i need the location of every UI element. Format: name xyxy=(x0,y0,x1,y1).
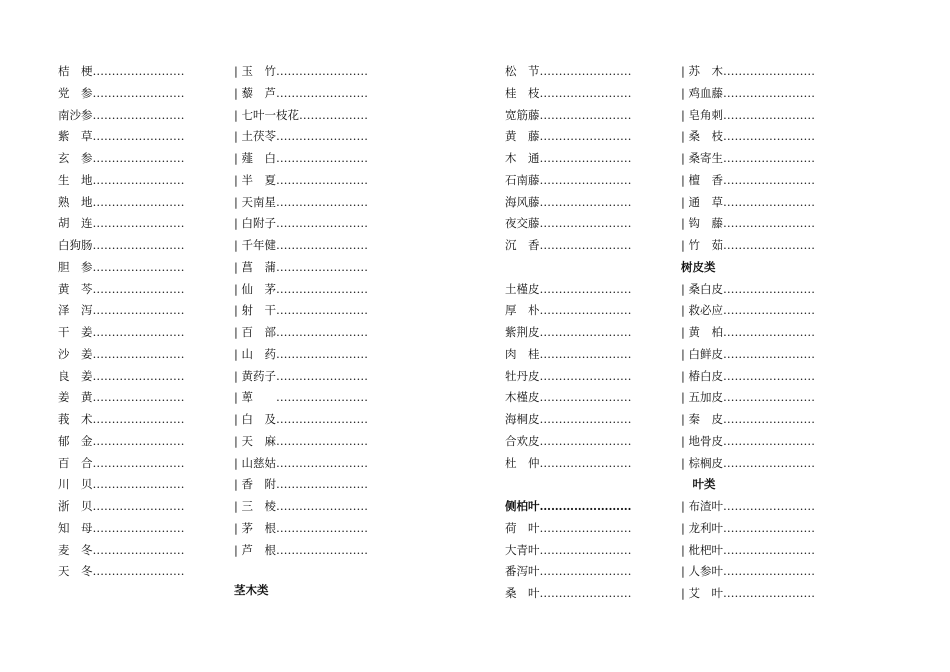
index-entry: | 桑 枝…………………… xyxy=(681,129,816,144)
index-entry: 厚 朴…………………… xyxy=(505,303,632,318)
index-entry: 海风藤…………………… xyxy=(505,194,632,209)
index-entry: 海桐皮…………………… xyxy=(505,412,632,426)
index-entry: 沉 香…………………… xyxy=(505,238,632,252)
index-entry: | 仙 茅…………………… xyxy=(234,281,369,296)
index-entry: 紫 草…………………… xyxy=(58,129,185,144)
index-entry: | 芦 根…………………… xyxy=(234,542,369,557)
index-entry: 桑 叶…………………… xyxy=(505,586,632,600)
index-entry: | 天南星…………………… xyxy=(234,194,369,209)
section-heading: 树皮类 xyxy=(681,259,716,274)
index-entry: 知 母…………………… xyxy=(58,520,185,535)
index-entry: 黄 芩…………………… xyxy=(58,281,185,296)
index-entry: | 棕榈皮…………………… xyxy=(681,455,816,470)
index-entry: | 椿白皮…………………… xyxy=(681,368,816,383)
index-entry: 良 姜…………………… xyxy=(58,368,185,383)
index-entry: 生 地…………………… xyxy=(58,172,185,187)
index-entry: 宽筋藤…………………… xyxy=(505,107,632,122)
index-entry: 莪 术…………………… xyxy=(58,412,185,426)
section-heading: 叶类 xyxy=(681,477,716,492)
index-entry: 番泻叶…………………… xyxy=(505,564,632,579)
index-entry: | 竹 茹…………………… xyxy=(681,238,816,252)
column-3 xyxy=(505,61,632,605)
index-entry: | 枇杷叶…………………… xyxy=(681,542,816,557)
index-entry: 熟 地…………………… xyxy=(58,194,185,209)
index-entry: 夜交藤…………………… xyxy=(505,216,632,231)
index-entry: | 山 药…………………… xyxy=(234,346,369,361)
index-entry: | 人参叶…………………… xyxy=(681,564,816,579)
index-entry: | 地骨皮…………………… xyxy=(681,433,816,448)
index-entry: | 山慈姑…………………… xyxy=(234,455,369,470)
index-entry: 郁 金…………………… xyxy=(58,433,185,448)
index-entry: | 黄 柏…………………… xyxy=(681,325,816,339)
index-entry: 浙 贝…………………… xyxy=(58,499,185,513)
index-entry: 石南藤…………………… xyxy=(505,172,632,187)
index-entry: 侧柏叶…………………… xyxy=(505,499,632,513)
index-entry: 合欢皮…………………… xyxy=(505,433,632,448)
index-entry: 松 节…………………… xyxy=(505,64,632,78)
index-entry: 沙 姜…………………… xyxy=(58,346,185,361)
index-entry: | 艾 叶…………………… xyxy=(681,586,816,600)
index-entry: | 茅 根…………………… xyxy=(234,520,369,535)
index-entry: | 香 附…………………… xyxy=(234,477,369,492)
index-entry: 紫荆皮…………………… xyxy=(505,325,632,339)
index-entry: 川 贝…………………… xyxy=(58,477,185,492)
index-entry: 党 参…………………… xyxy=(58,85,185,100)
index-entry: | 千年健…………………… xyxy=(234,238,369,252)
index-entry: 泽 泻…………………… xyxy=(58,303,185,318)
index-entry: 土槿皮…………………… xyxy=(505,281,632,296)
section-heading-stem-wood: 茎木类 xyxy=(234,583,269,597)
index-entry: | 钩 藤…………………… xyxy=(681,216,816,231)
column-2 xyxy=(234,61,368,561)
blank-line xyxy=(505,257,632,279)
index-entry: | 救必应…………………… xyxy=(681,303,816,318)
index-entry: | 龙利叶…………………… xyxy=(681,520,816,535)
index-entry: | 苏 木…………………… xyxy=(681,64,816,78)
index-entry: | 萆 …………………… xyxy=(234,390,369,405)
blank-line xyxy=(505,474,632,496)
index-entry: | 藜 芦…………………… xyxy=(234,85,369,100)
index-entry: | 通 草…………………… xyxy=(681,194,816,209)
index-entry: 姜 黄…………………… xyxy=(58,390,185,405)
index-entry: | 桑寄生…………………… xyxy=(681,151,816,165)
index-entry: | 檀 香…………………… xyxy=(681,172,816,187)
index-entry: | 皂角刺…………………… xyxy=(681,107,816,122)
index-entry: | 布渣叶…………………… xyxy=(681,499,816,513)
index-entry: 南沙参…………………… xyxy=(58,107,185,122)
index-entry: 大青叶…………………… xyxy=(505,542,632,557)
index-entry: 杜 仲…………………… xyxy=(505,455,632,470)
index-entry: | 七叶一枝花……………… xyxy=(234,107,369,122)
index-entry: | 菖 蒲…………………… xyxy=(234,259,369,274)
index-entry: | 白鲜皮…………………… xyxy=(681,346,816,361)
index-entry: | 白附子…………………… xyxy=(234,216,369,231)
column-4 xyxy=(681,61,815,605)
index-entry: | 天 麻…………………… xyxy=(234,433,369,448)
index-entry: | 桑白皮…………………… xyxy=(681,281,816,296)
index-entry: | 百 部…………………… xyxy=(234,325,369,339)
index-entry: | 半 夏…………………… xyxy=(234,172,369,187)
index-entry: 荷 叶…………………… xyxy=(505,520,632,535)
index-entry: 干 姜…………………… xyxy=(58,325,185,339)
index-entry: | 玉 竹…………………… xyxy=(234,64,369,78)
index-entry: 胡 连…………………… xyxy=(58,216,185,231)
index-entry: 木 通…………………… xyxy=(505,151,632,165)
index-entry: | 秦 皮…………………… xyxy=(681,412,816,426)
index-entry: 胆 参…………………… xyxy=(58,259,185,274)
index-entry: | 黄药子…………………… xyxy=(234,368,369,383)
index-entry: | 五加皮…………………… xyxy=(681,390,816,405)
index-entry: 天 冬…………………… xyxy=(58,564,185,579)
index-entry: | 鸡血藤…………………… xyxy=(681,85,816,100)
index-entry: | 射 干…………………… xyxy=(234,303,369,318)
index-entry: 百 合…………………… xyxy=(58,455,185,470)
index-entry: 玄 参…………………… xyxy=(58,151,185,165)
index-entry: | 薤 白…………………… xyxy=(234,151,369,165)
index-entry: 麦 冬…………………… xyxy=(58,542,185,557)
column-1 xyxy=(58,61,185,583)
index-entry: | 土茯苓…………………… xyxy=(234,129,369,144)
index-entry: 牡丹皮…………………… xyxy=(505,368,632,383)
index-entry: 肉 桂…………………… xyxy=(505,346,632,361)
index-entry: 桔 梗…………………… xyxy=(58,64,185,78)
index-entry: 白狗肠…………………… xyxy=(58,238,185,252)
index-entry: 桂 枝…………………… xyxy=(505,85,632,100)
index-entry: 黄 藤…………………… xyxy=(505,129,632,144)
index-entry: | 三 棱…………………… xyxy=(234,499,369,513)
index-entry: 木槿皮…………………… xyxy=(505,390,632,405)
index-entry: | 白 及…………………… xyxy=(234,412,369,426)
